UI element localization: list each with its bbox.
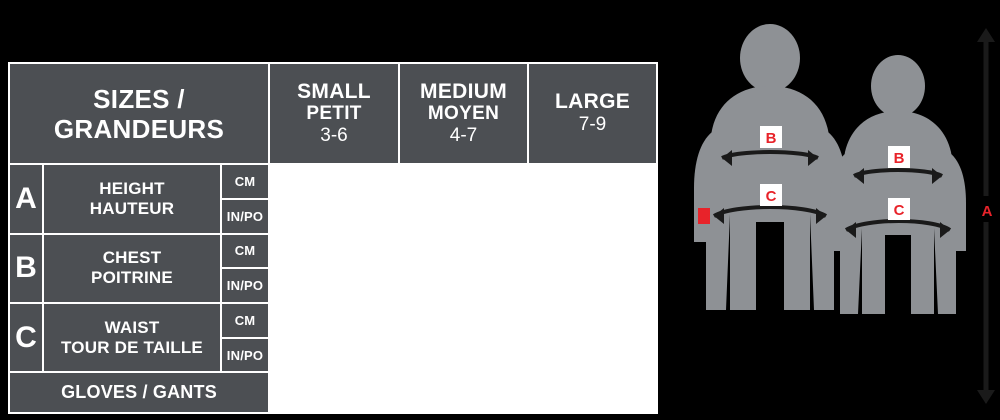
cell-gloves-large: 9" <box>528 372 657 413</box>
table-row-gloves <box>9 372 657 413</box>
figure-illustrations <box>660 0 1000 420</box>
cell-chest-in-small <box>269 268 399 303</box>
row-letter-a: A <box>9 164 43 233</box>
unit-in-chest: IN/PO <box>221 268 269 303</box>
cell-chest-cm-medium: 58 - 64 <box>399 234 528 269</box>
cell-waist-cm-medium: 53 - 57 <box>399 303 528 338</box>
row-label-waist-fr: TOUR DE TAILLE <box>61 337 203 357</box>
chart-title: SIZES / GRANDEURS <box>9 63 269 164</box>
row-label-waist <box>43 303 221 372</box>
size-table-wrapper <box>8 62 656 414</box>
cell-gloves-small: 8" <box>269 372 399 413</box>
cell-waist-in-small: 20" - 21.5" <box>269 338 399 373</box>
cell-chest-cm-small-value: 58 <box>289 239 312 261</box>
figure-large-child <box>694 24 846 312</box>
legend-letter-b-small: B <box>893 150 905 167</box>
cell-waist-in-large: 22" - 23.5" <box>528 338 657 373</box>
cell-height-in-large: 3'10" - 4'2" <box>528 199 657 234</box>
cell-chest-in-small-value: 23" <box>285 274 316 296</box>
cell-gloves-medium: 9" <box>399 372 528 413</box>
table-header-row <box>9 63 657 164</box>
row-letter-b: B <box>9 234 43 303</box>
unit-cm-height: CM <box>221 164 269 199</box>
unit-in-waist: IN/PO <box>221 338 269 373</box>
unit-cm-waist: CM <box>221 303 269 338</box>
cell-height-cm-large: 122 - 132 <box>528 164 657 199</box>
cell-waist-cm-large: 56 - 60 <box>528 303 657 338</box>
cell-chest-cm-large: 60 - 70 <box>528 234 657 269</box>
column-header-large-en: LARGE <box>555 90 631 114</box>
unit-cm-chest: CM <box>221 234 269 269</box>
legend-letter-c-small: C <box>893 202 905 219</box>
column-header-large-age: 7-9 <box>578 114 607 136</box>
column-header-small-en: SMALL <box>297 79 371 103</box>
cell-height-in-small: 3'4" - 3'7" <box>269 199 399 234</box>
legend-letter-b-large: B <box>765 130 777 147</box>
row-label-gloves: GLOVES / GANTS <box>9 372 269 413</box>
table-row <box>9 234 657 269</box>
table-row <box>9 164 657 199</box>
height-measure-arrow <box>977 28 996 404</box>
row-label-waist-en: WAIST <box>104 317 160 337</box>
note-or-less-line2-b: OU MOINS <box>326 284 383 297</box>
cell-waist-cm-small: 51 - 55 <box>269 303 399 338</box>
row-label-chest-fr: POITRINE <box>91 268 173 288</box>
top-black-band <box>0 0 260 38</box>
size-table <box>8 62 658 414</box>
legend-letter-c-large: C <box>765 188 777 205</box>
column-header-medium-fr: MOYEN <box>427 102 500 124</box>
table-row <box>9 303 657 338</box>
cell-chest-cm-small-note <box>322 240 378 262</box>
row-label-height-fr: HAUTEUR <box>89 198 175 218</box>
column-header-small-age: 3-6 <box>320 124 348 146</box>
note-or-less-line1-b: OR LESS <box>330 273 379 286</box>
column-header-small <box>269 63 399 164</box>
cell-height-in-medium: 3'7" - 3'10" <box>399 199 528 234</box>
cell-chest-in-large: 24" - 28" <box>528 268 657 303</box>
cell-height-cm-medium: 109 - 122 <box>399 164 528 199</box>
cell-chest-in-small-note <box>327 275 383 297</box>
row-label-height-en: HEIGHT <box>99 178 165 198</box>
row-label-chest-en: CHEST <box>102 248 162 268</box>
column-header-large <box>528 63 657 164</box>
column-header-small-fr: PETIT <box>306 102 362 124</box>
column-header-medium <box>399 63 528 164</box>
note-or-less-line1: OR LESS <box>326 238 375 251</box>
column-header-medium-en: MEDIUM <box>420 79 507 103</box>
cell-chest-in-medium: 23" - 25" <box>399 268 528 303</box>
legend-letter-a: A <box>981 203 993 220</box>
figure-small-child <box>830 55 966 314</box>
cell-waist-in-medium: 21" - 22.5" <box>399 338 528 373</box>
cell-chest-cm-small <box>269 234 399 269</box>
column-header-medium-age: 4-7 <box>449 124 478 146</box>
note-or-less-line2: OU MOINS <box>322 249 379 262</box>
cell-height-cm-small: 102 - 109 <box>269 164 399 199</box>
unit-in-height: IN/PO <box>221 199 269 234</box>
row-label-chest <box>43 234 221 303</box>
waist-tick-marker <box>698 208 710 224</box>
row-letter-c: C <box>9 303 43 372</box>
row-label-height <box>43 164 221 233</box>
